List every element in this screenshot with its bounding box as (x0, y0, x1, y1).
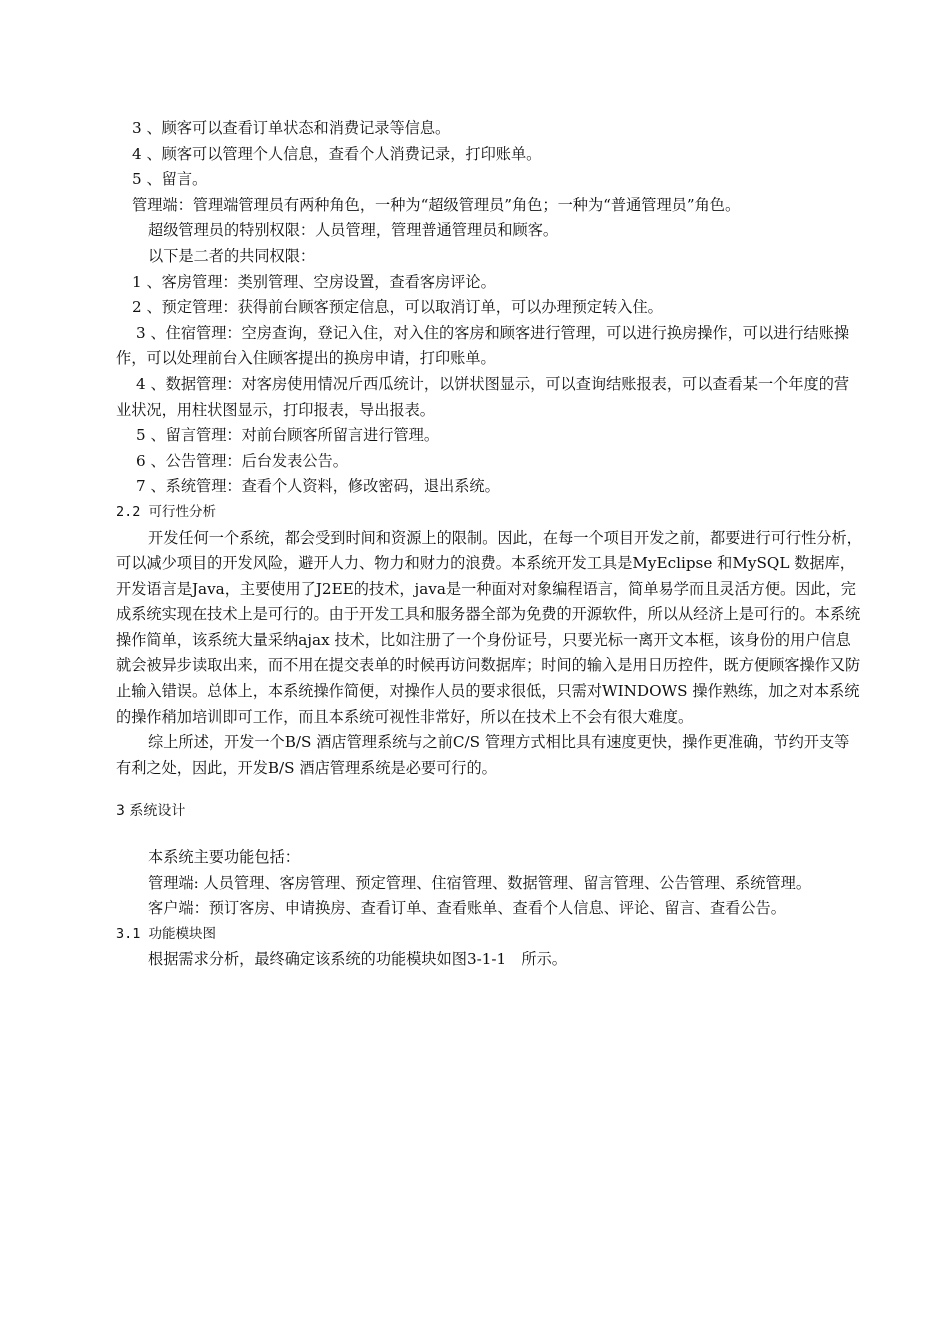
client-functions: 客户端：预订客房、申请换房、查看订单、查看账单、查看个人信息、评论、留言、查看公告。 (148, 899, 786, 918)
functions-intro: 本系统主要功能包括： (148, 848, 300, 867)
admin-functions: 管理端: 人员管理、客房管理、预定管理、住宿管理、数据管理、留言管理、公告管理、系统管理。 (148, 873, 812, 892)
list-item-admin-1: 1 、客房管理：类别管理、空房设置，查看客房评论。 (132, 272, 496, 291)
section-heading-2-2: 2.2 可行性分析 (116, 503, 217, 520)
document-page (116, 116, 862, 973)
list-item-admin-4: 4 、数据管理：对客房使用情况斤西瓜统计，以饼状图显示，可以查询结账报表，可以查看某一个年度的营业状况，用柱状图显示，打印报表，导出报表。 (116, 374, 850, 419)
super-admin-paragraph: 超级管理员的特别权限：人员管理，管理普通管理员和顾客。 (148, 221, 559, 240)
section-heading-3-1: 3.1 功能模块图 (116, 925, 217, 942)
list-item-admin-6: 6 、公告管理：后台发表公告。 (136, 451, 348, 470)
shared-permissions-heading: 以下是二者的共同权限： (148, 246, 316, 265)
list-item-customer-3: 3 、顾客可以查看订单状态和消费记录等信息。 (132, 119, 451, 137)
list-item-admin-3: 3 、住宿管理：空房查询，登记入住，对入住的客房和顾客进行管理，可以进行换房操作，可以进行结账操作，可以处理前台入住顾客提出的换房申请，打印账单。 (116, 323, 850, 368)
conclusion-paragraph: 综上所述，开发一个B/S 酒店管理系统与之前C/S 管理方式相比具有速度更快，操作更准确，节约开支等有利之处，因此，开发B/S 酒店管理系统是必要可行的。 (116, 733, 850, 777)
section-heading-3: 3 系统设计 (116, 803, 186, 820)
admin-roles-paragraph: 管理端：管理端管理员有两种角色，一种为“超级管理员”角色；一种为“普通管理员”角色。 (132, 195, 741, 214)
list-item-admin-5: 5 、留言管理：对前台顾客所留言进行管理。 (136, 426, 440, 445)
feasibility-paragraph: 开发任何一个系统，都会受到时间和资源上的限制。因此，在每一个项目开发之前，都要进行可行性分析，可以减少项目的开发风险，避开人力、物力和财力的浪费。本系统开发工具是MyEclipse 和MySQL 数据库，开发语言是Java，主要使用了J2EE的技术，java是一种面对对象编程语言，简单易学而且灵活方便。因此，完成系统实现在技术上是可行的。由于开发工具和服务器全部为免费的开源软件，所以从经济上是可行的。本系统操作简单，该系统大量采纳ajax 技术，比如注册了一个身份证号，只要光标一离开文本框，该身份的用户信息就会被异步读取出来，而不用在提交表单的时候再访问数据库；时间的输入是用日历控件，既方便顾客操作又防止输入错误。总体上，本系统操作简便，对操作人员的要求很低，只需对WINDOWS 操作熟练，加之对本系统的操作稍加培训即可工作，而且本系统可视性非常好，所以在技术上不会有很大难度。 (116, 528, 862, 726)
list-item-customer-4: 4 、顾客可以管理个人信息，查看个人消费记录，打印账单。 (132, 144, 542, 163)
list-item-admin-7: 7 、系统管理：查看个人资料，修改密码，退出系统。 (136, 477, 500, 496)
module-figure-reference: 根据需求分析，最终确定该系统的功能模块如图3-1-1 所示。 (148, 950, 567, 969)
list-item-admin-2: 2 、预定管理：获得前台顾客预定信息，可以取消订单，可以办理预定转入住。 (132, 298, 663, 317)
list-item-customer-5: 5 、留言。 (132, 170, 208, 189)
